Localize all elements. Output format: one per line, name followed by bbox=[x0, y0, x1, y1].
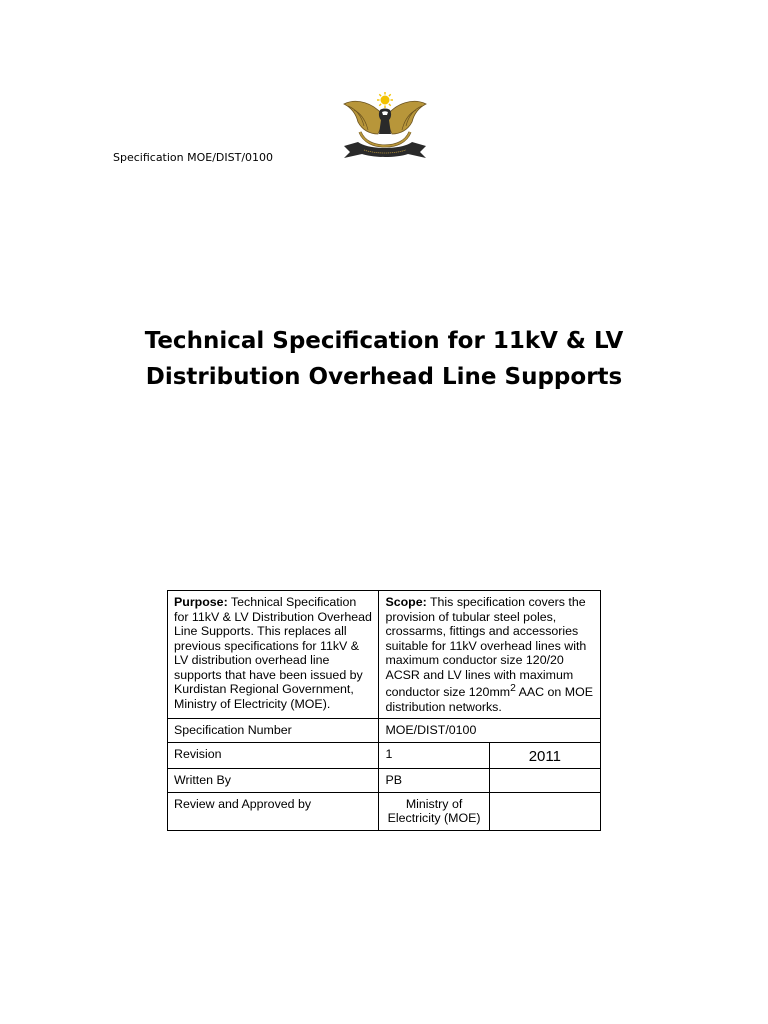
spec-number-value: MOE/DIST/0100 bbox=[379, 719, 601, 743]
purpose-text: Technical Specification for 11kV & LV Distribution Overhead Line Supports. This replaces all previous specifications for 11kV & LV distribution overhead line supports that have been issued by Kurdistan Regional Government, Ministry of Electricity (MOE). bbox=[174, 595, 372, 711]
scope-superscript: 2 bbox=[510, 683, 516, 694]
revision-value: 1 bbox=[379, 742, 489, 769]
document-title-line2: Distribution Overhead Line Supports bbox=[145, 364, 623, 390]
purpose-cell bbox=[168, 591, 379, 719]
revision-label: Revision bbox=[168, 742, 379, 769]
specification-info-table bbox=[167, 590, 601, 831]
spec-reference: Specification MOE/DIST/0100 bbox=[113, 151, 274, 164]
written-by-extra bbox=[489, 769, 600, 793]
written-by-label: Written By bbox=[168, 769, 379, 793]
table-row-spec-number bbox=[168, 719, 601, 743]
document-title bbox=[0, 323, 768, 395]
scope-text-continued: AAC on MOE distribution networks. bbox=[385, 685, 593, 714]
table-row-approved-by bbox=[168, 792, 601, 830]
revision-year: 2011 bbox=[489, 742, 600, 769]
krg-emblem-icon bbox=[338, 88, 432, 160]
written-by-value: PB bbox=[379, 769, 489, 793]
spec-number-label: Specification Number bbox=[168, 719, 379, 743]
scope-text: This specification covers the provision of tubular steel poles, crossarms, fittings and accessories suitable for 11kV overhead lines with maximum conductor size 120/20 ACSR and LV lines with maximum conductor size 120mm bbox=[385, 595, 587, 700]
approved-by-label: Review and Approved by bbox=[168, 792, 379, 830]
table-row-written-by bbox=[168, 769, 601, 793]
approved-by-extra bbox=[489, 792, 600, 830]
scope-label: Scope: bbox=[385, 595, 427, 609]
table-row-purpose-scope bbox=[168, 591, 601, 719]
scope-cell bbox=[379, 591, 601, 719]
document-title-line1: Technical Specification for 11kV & LV bbox=[144, 328, 624, 354]
table-row-revision bbox=[168, 742, 601, 769]
purpose-label: Purpose: bbox=[174, 595, 228, 609]
approved-by-value: Ministry of Electricity (MOE) bbox=[379, 792, 489, 830]
